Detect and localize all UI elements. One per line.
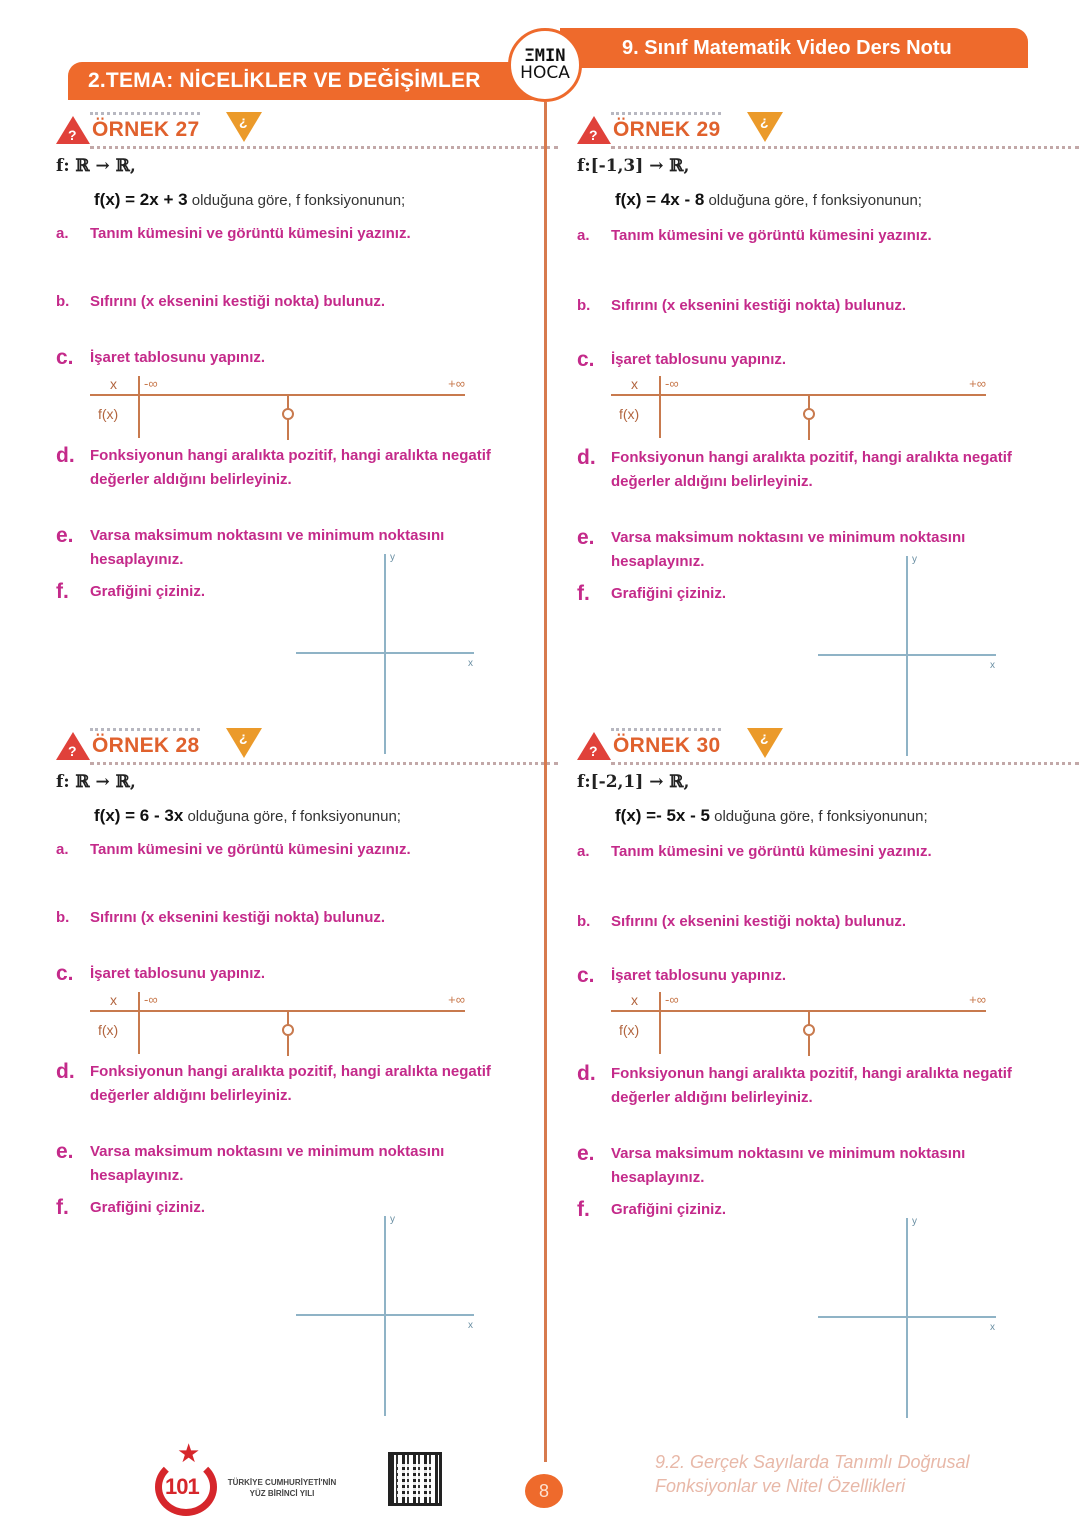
- sign-table-fx: f(x): [98, 406, 119, 422]
- dotted-rule-bottom: [90, 146, 558, 149]
- question-label: e.: [56, 524, 74, 547]
- sign-table-x: x: [110, 376, 117, 392]
- question-a: [577, 840, 1051, 864]
- dotted-rule-top: [90, 728, 200, 731]
- root-marker-icon: [282, 408, 294, 420]
- function-domain: f: ℝ → ℝ,: [56, 772, 136, 792]
- question-e: [577, 1142, 1051, 1190]
- anniversary-line-2: YÜZ BİRİNCİ YILI: [249, 1489, 315, 1498]
- question-text: Tanım kümesini ve görüntü kümesini yazınız.: [90, 225, 411, 242]
- question-label: c.: [56, 346, 74, 369]
- question-label: b.: [56, 909, 70, 926]
- question-label: f.: [577, 1198, 590, 1221]
- sign-table-vline: [138, 376, 140, 438]
- y-axis: [384, 1216, 386, 1416]
- function-suffix: olduğuna göre, f fonksiyonunun;: [704, 192, 922, 209]
- inverted-question-icon: ¿: [760, 729, 769, 745]
- pos-infinity: +∞: [969, 992, 986, 1007]
- question-mark-icon: ?: [589, 127, 598, 143]
- question-text: Sıfırını (x eksenini kestiği nokta) bulunuz.: [611, 913, 907, 930]
- function-formula: f(x) = 6 - 3x: [94, 806, 184, 825]
- inverted-question-icon: ¿: [239, 113, 248, 129]
- function-definition: [94, 806, 536, 826]
- sign-table-fx: f(x): [619, 406, 640, 422]
- question-text: Fonksiyonun hangi aralıkta pozitif, hangi aralıkta negatif değerler aldığını belirleyiniz.: [90, 1063, 491, 1104]
- function-domain: f:[-1,3] → ℝ,: [577, 156, 690, 176]
- question-text: Grafiğini çiziniz.: [90, 583, 206, 600]
- topic-caption: [655, 1450, 969, 1498]
- question-text: Sıfırını (x eksenini kestiği nokta) bulunuz.: [90, 293, 386, 310]
- function-formula: f(x) =- 5x - 5: [615, 806, 710, 825]
- course-title-banner: 9. Sınıf Matematik Video Ders Notu: [560, 28, 1028, 68]
- question-label: b.: [577, 913, 591, 930]
- question-label: f.: [56, 1196, 69, 1219]
- question-d: [577, 446, 1051, 494]
- coordinate-axes: [296, 554, 476, 754]
- example-29: [577, 110, 1057, 730]
- tema-banner: 2.TEMA: NİCELİKLER VE DEĞİŞİMLER: [68, 62, 538, 100]
- question-a: [56, 838, 530, 862]
- example-header: [577, 726, 1057, 766]
- sign-table: [611, 376, 986, 448]
- republic-101-logo: [155, 1440, 221, 1516]
- question-label: a.: [56, 225, 69, 242]
- question-d: [56, 1060, 530, 1108]
- sign-table-fx: f(x): [98, 1022, 119, 1038]
- question-text: Varsa maksimum noktasını ve minimum noktasını hesaplayınız.: [611, 1145, 966, 1186]
- question-d: [577, 1062, 1051, 1110]
- question-text: İşaret tablosunu yapınız.: [90, 349, 266, 366]
- function-definition: [615, 190, 1057, 210]
- example-30: [577, 726, 1057, 1426]
- question-b: [56, 906, 530, 930]
- question-text: Tanım kümesini ve görüntü kümesini yazınız.: [90, 841, 411, 858]
- root-marker-icon: [282, 1024, 294, 1036]
- anniversary-line-1: TÜRKİYE CUMHURİYETİ'NİN: [227, 1478, 337, 1487]
- question-label: c.: [577, 348, 595, 371]
- question-text: Tanım kümesini ve görüntü kümesini yazınız.: [611, 843, 932, 860]
- question-label: e.: [577, 526, 595, 549]
- function-formula: f(x) = 4x - 8: [615, 190, 705, 209]
- function-suffix: olduğuna göre, f fonksiyonunun;: [709, 808, 928, 825]
- example-title: ÖRNEK 28: [92, 734, 200, 757]
- question-text: Varsa maksimum noktasını ve minimum noktasını hesaplayınız.: [611, 529, 966, 570]
- sign-table-hline: [90, 394, 465, 396]
- root-marker-icon: [803, 408, 815, 420]
- question-mark-icon: ?: [589, 743, 598, 759]
- question-c: [56, 346, 530, 372]
- question-text: Grafiğini çiziniz.: [611, 585, 727, 602]
- question-c: [577, 964, 1051, 990]
- question-text: İşaret tablosunu yapınız.: [90, 965, 266, 982]
- question-label: f.: [56, 580, 69, 603]
- question-a: [577, 224, 1051, 248]
- question-text: İşaret tablosunu yapınız.: [611, 967, 787, 984]
- y-axis: [906, 1218, 908, 1418]
- question-text: Sıfırını (x eksenini kestiği nokta) bulunuz.: [611, 297, 907, 314]
- question-label: a.: [577, 227, 590, 244]
- example-title: ÖRNEK 29: [613, 118, 721, 141]
- question-text: Fonksiyonun hangi aralıkta pozitif, hangi aralıkta negatif değerler aldığını belirleyiniz.: [611, 449, 1012, 490]
- question-b: [56, 290, 530, 314]
- question-e: [56, 1140, 530, 1188]
- sign-table-x: x: [631, 376, 638, 392]
- dotted-rule-top: [90, 112, 200, 115]
- question-label: f.: [577, 582, 590, 605]
- question-label: e.: [577, 1142, 595, 1165]
- x-axis-label: x: [468, 1320, 473, 1331]
- anniversary-caption: [222, 1477, 342, 1499]
- question-label: d.: [577, 446, 596, 469]
- question-a: [56, 222, 530, 246]
- question-text: Grafiğini çiziniz.: [611, 1201, 727, 1218]
- example-27: [56, 110, 536, 730]
- question-label: e.: [56, 1140, 74, 1163]
- question-text: Tanım kümesini ve görüntü kümesini yazınız.: [611, 227, 932, 244]
- question-label: a.: [56, 841, 69, 858]
- dotted-rule-top: [611, 728, 721, 731]
- question-label: c.: [56, 962, 74, 985]
- question-text: Fonksiyonun hangi aralıkta pozitif, hangi aralıkta negatif değerler aldığını belirleyiniz.: [90, 447, 491, 488]
- root-marker-icon: [803, 1024, 815, 1036]
- example-28: [56, 726, 536, 1426]
- logo-number: 101: [165, 1474, 199, 1499]
- topic-line-1: 9.2. Gerçek Sayılarda Tanımlı Doğrusal: [655, 1452, 970, 1472]
- sign-table-fx: f(x): [619, 1022, 640, 1038]
- question-label: a.: [577, 843, 590, 860]
- pos-infinity: +∞: [448, 992, 465, 1007]
- y-axis-label: y: [390, 552, 395, 563]
- y-axis: [384, 554, 386, 754]
- coordinate-axes: [818, 1218, 998, 1418]
- x-axis-label: x: [468, 658, 473, 669]
- sign-table-hline: [90, 1010, 465, 1012]
- function-suffix: olduğuna göre, f fonksiyonunun;: [183, 808, 401, 825]
- qr-code[interactable]: [388, 1452, 442, 1506]
- emin-hoca-logo: [508, 28, 582, 102]
- neg-infinity: -∞: [665, 992, 679, 1007]
- pos-infinity: +∞: [448, 376, 465, 391]
- question-label: b.: [56, 293, 70, 310]
- sign-table-hline: [611, 1010, 986, 1012]
- topic-line-2: Fonksiyonlar ve Nitel Özellikleri: [655, 1476, 906, 1496]
- x-axis-label: x: [990, 1322, 995, 1333]
- sign-table-vline: [659, 992, 661, 1054]
- star-icon: ★: [177, 1438, 201, 1468]
- sign-table: [611, 992, 986, 1064]
- logo-text-bottom: HOCA: [520, 63, 570, 83]
- question-text: Varsa maksimum noktasını ve minimum noktasını hesaplayınız.: [90, 1143, 445, 1184]
- dotted-rule-top: [611, 112, 721, 115]
- function-domain: f: ℝ → ℝ,: [56, 156, 136, 176]
- example-header: [56, 110, 536, 150]
- y-axis-label: y: [912, 554, 917, 565]
- function-domain: f:[-2,1] → ℝ,: [577, 772, 690, 792]
- example-header: [56, 726, 536, 766]
- pos-infinity: +∞: [969, 376, 986, 391]
- question-d: [56, 444, 530, 492]
- function-suffix: olduğuna göre, f fonksiyonunun;: [187, 192, 406, 209]
- question-mark-icon: ?: [68, 127, 77, 143]
- neg-infinity: -∞: [144, 376, 158, 391]
- question-b: [577, 910, 1051, 934]
- sign-table-x: x: [110, 992, 117, 1008]
- sign-table: [90, 376, 465, 448]
- sign-table: [90, 992, 465, 1064]
- y-axis-label: y: [390, 1214, 395, 1225]
- dotted-rule-bottom: [611, 146, 1079, 149]
- function-formula: f(x) = 2x + 3: [94, 190, 188, 209]
- dotted-rule-bottom: [611, 762, 1079, 765]
- question-label: d.: [56, 1060, 75, 1083]
- neg-infinity: -∞: [665, 376, 679, 391]
- y-axis-label: y: [912, 1216, 917, 1227]
- question-text: Fonksiyonun hangi aralıkta pozitif, hangi aralıkta negatif değerler aldığını belirleyiniz.: [611, 1065, 1012, 1106]
- function-definition: [615, 806, 1057, 826]
- sign-table-vline: [138, 992, 140, 1054]
- function-definition: [94, 190, 536, 210]
- question-text: Grafiğini çiziniz.: [90, 1199, 206, 1216]
- inverted-question-icon: ¿: [760, 113, 769, 129]
- question-label: d.: [577, 1062, 596, 1085]
- question-mark-icon: ?: [68, 743, 77, 759]
- x-axis-label: x: [990, 660, 995, 671]
- sign-table-vline: [659, 376, 661, 438]
- question-text: Sıfırını (x eksenini kestiği nokta) bulunuz.: [90, 909, 386, 926]
- example-title: ÖRNEK 27: [92, 118, 200, 141]
- neg-infinity: -∞: [144, 992, 158, 1007]
- sign-table-hline: [611, 394, 986, 396]
- example-header: [577, 110, 1057, 150]
- dotted-rule-bottom: [90, 762, 558, 765]
- question-label: c.: [577, 964, 595, 987]
- question-text: Varsa maksimum noktasını ve minimum noktasını hesaplayınız.: [90, 527, 445, 568]
- question-c: [56, 962, 530, 988]
- question-b: [577, 294, 1051, 318]
- sign-table-x: x: [631, 992, 638, 1008]
- question-c: [577, 348, 1051, 374]
- question-text: İşaret tablosunu yapınız.: [611, 351, 787, 368]
- example-title: ÖRNEK 30: [613, 734, 721, 757]
- inverted-question-icon: ¿: [239, 729, 248, 745]
- question-label: b.: [577, 297, 591, 314]
- logo-text-top: ΞMIN: [524, 46, 566, 66]
- column-divider: [544, 102, 547, 1462]
- page-number: 8: [525, 1474, 563, 1508]
- coordinate-axes: [296, 1216, 476, 1416]
- question-label: d.: [56, 444, 75, 467]
